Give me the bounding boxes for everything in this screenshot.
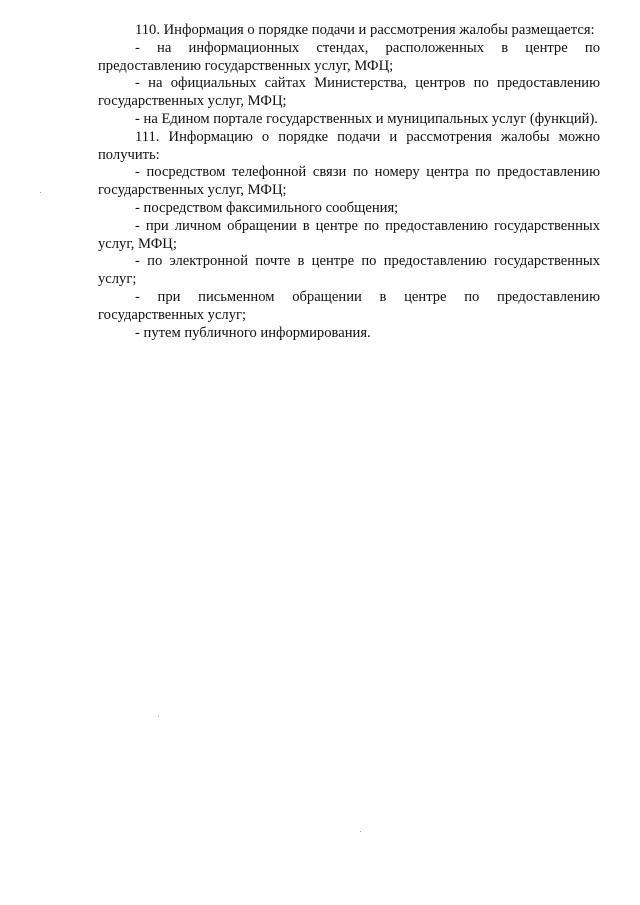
scan-speck (360, 831, 361, 832)
list-item-public-informing: - путем публичного информирования. (135, 324, 371, 341)
list-item-written-request: - при письменном обращении в центре по предоставлению государственных услуг; (98, 288, 600, 323)
list-item-personal-visit: - при личном обращении в центре по предоставлению государственных услуг, МФЦ; (98, 217, 600, 252)
list-item-info-stands: - на информационных стендах, расположенных в центре по предоставлению государственных услуг, МФЦ; (98, 39, 600, 74)
paragraph-110-heading: 110. Информация о порядке подачи и рассмотрения жалобы размещается: (135, 22, 595, 38)
list-item-official-sites: - на официальных сайтах Министерства, центров по предоставлению государственных услуг, МФЦ; (98, 75, 600, 110)
scan-speck (40, 192, 41, 193)
document-body (98, 22, 600, 342)
list-item-unified-portal: - на Едином портале государственных и муниципальных услуг (функций). (135, 110, 598, 127)
paragraph-111-heading: 111. Информацию о порядке подачи и рассмотрения жалобы можно получить: (98, 128, 600, 163)
list-item-fax: - посредством факсимильного сообщения; (135, 199, 399, 216)
list-item-telephone: - посредством телефонной связи по номеру центра по предоставлению государственных услуг, МФЦ; (98, 164, 600, 199)
list-item-email: - по электронной почте в центре по предоставлению государственных услуг; (98, 253, 600, 288)
scan-speck (158, 716, 159, 717)
